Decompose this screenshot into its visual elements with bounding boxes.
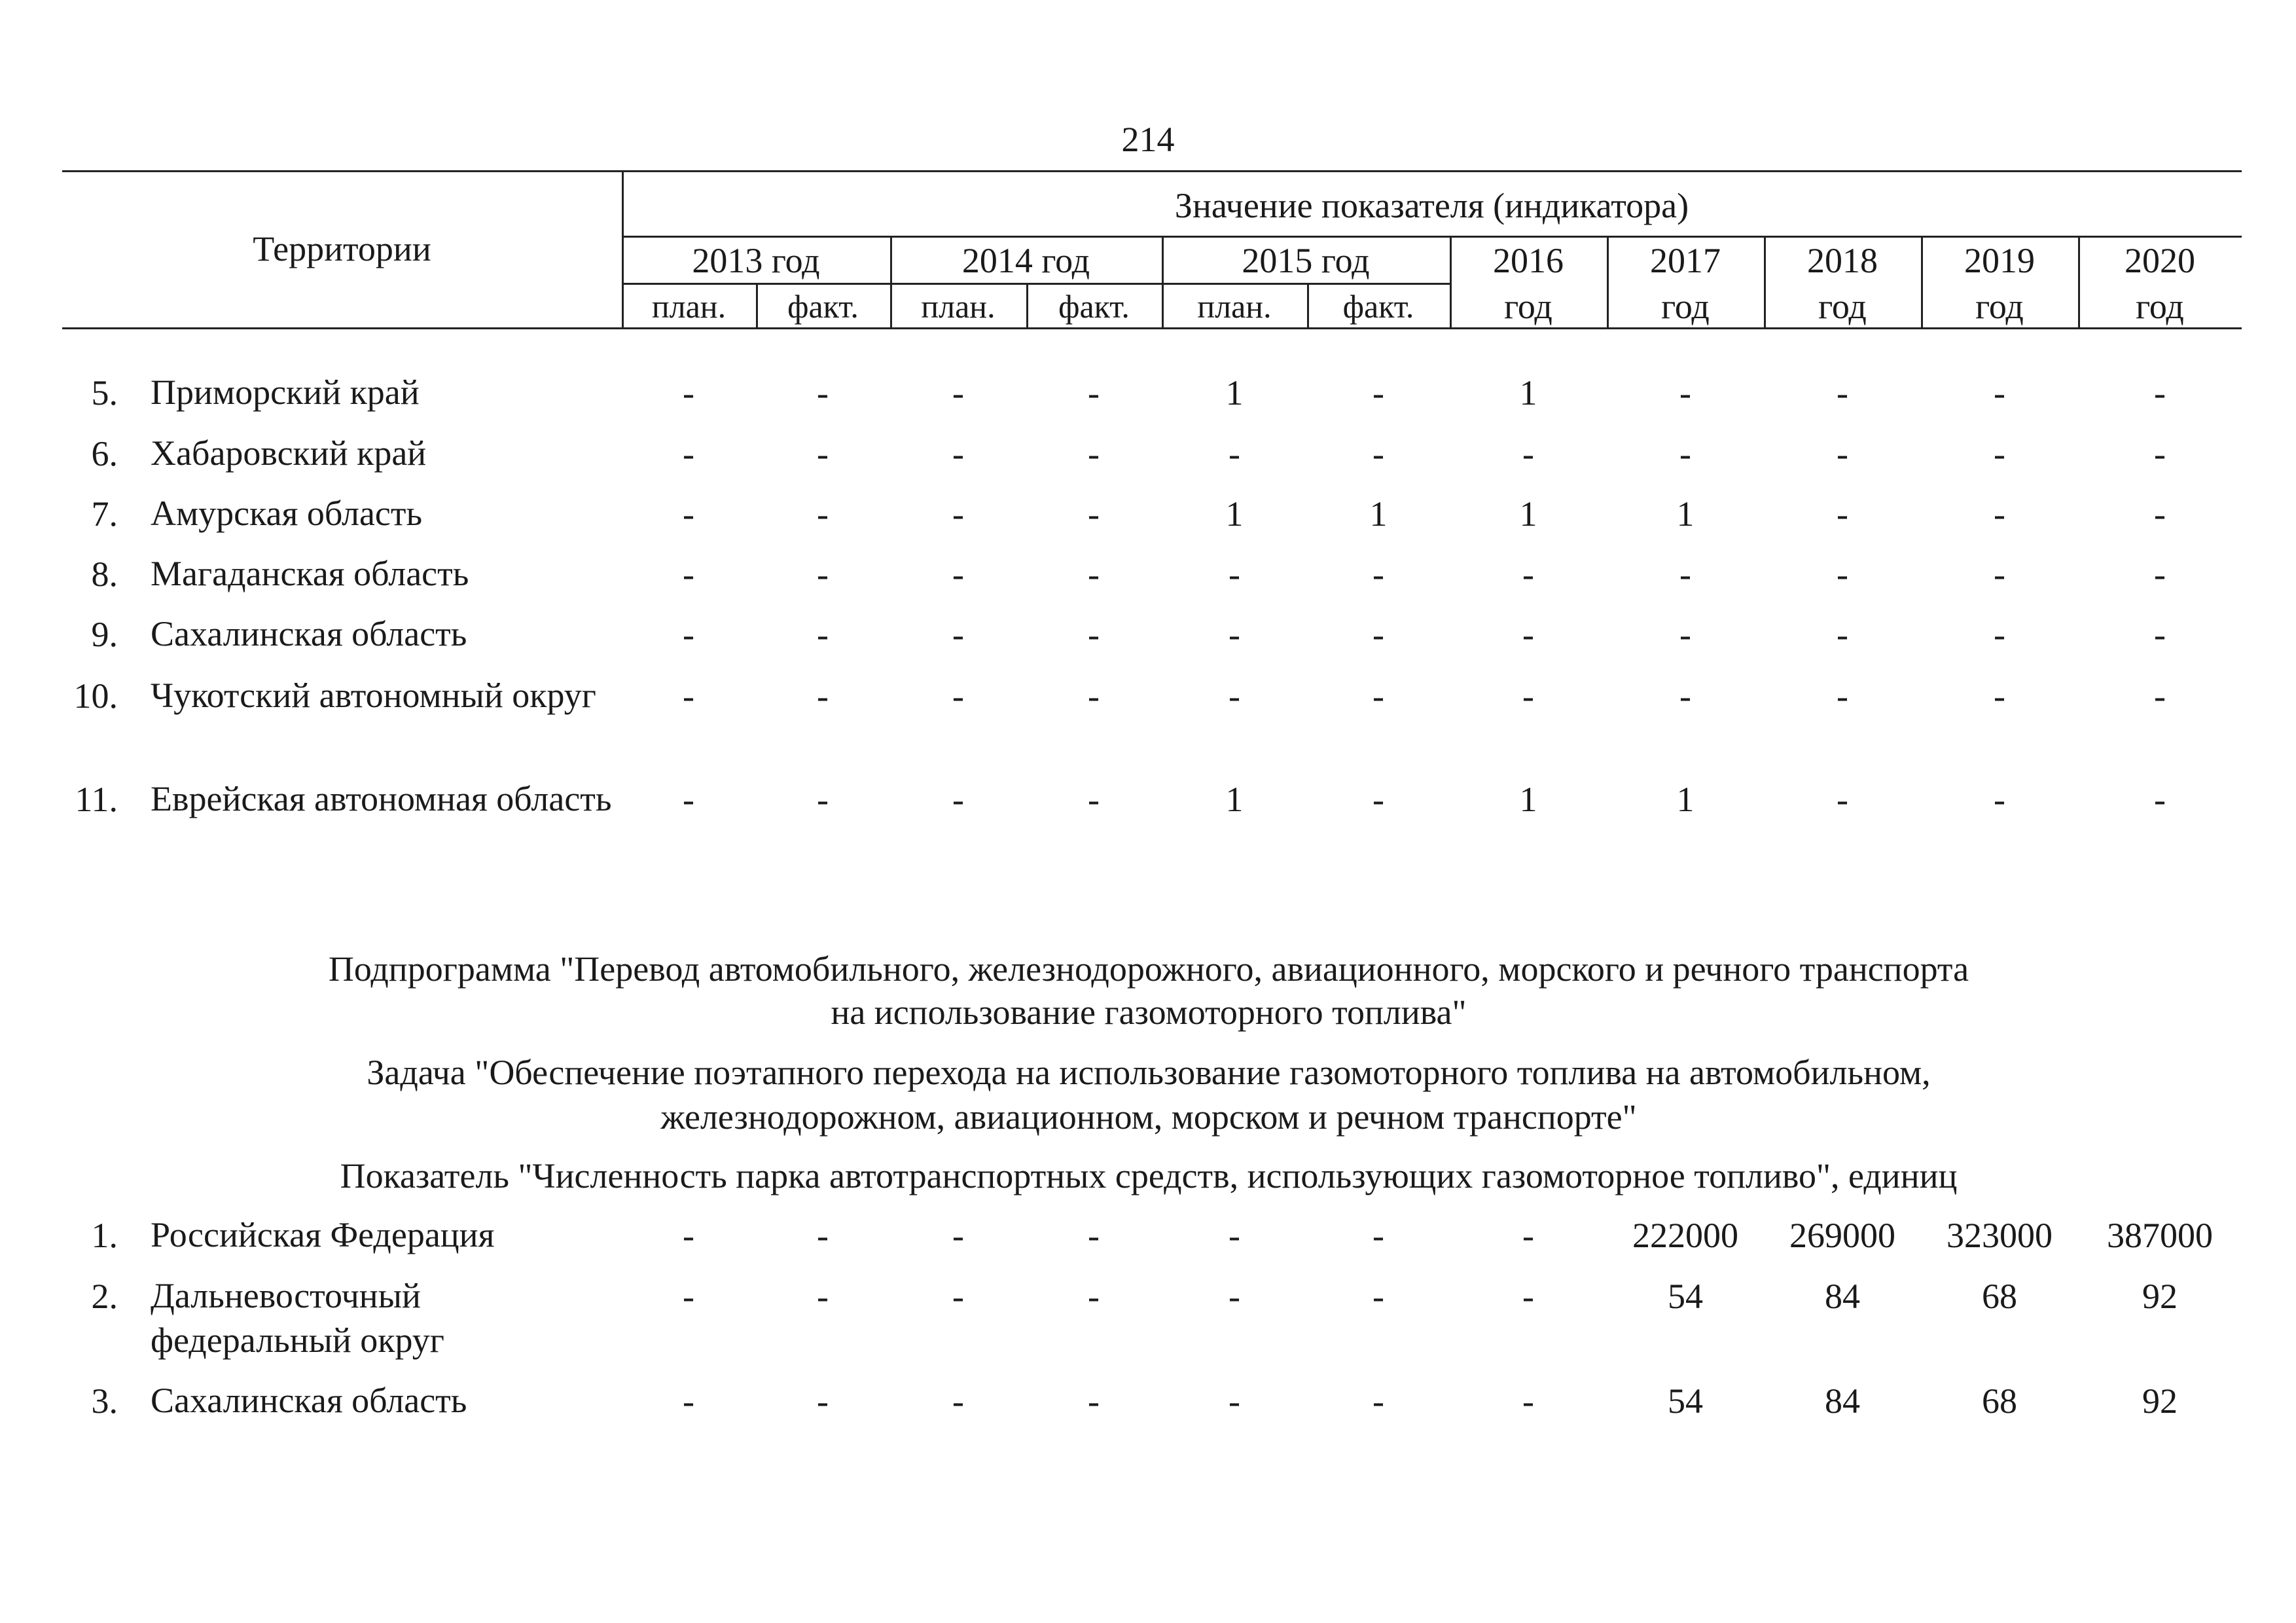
header-god-2020: год [2136,287,2184,326]
territory-name: Амурская область [151,494,423,533]
table-cell: - [1837,780,1848,819]
header-rule-indicator [622,236,2242,238]
table-cell: - [1229,1277,1240,1316]
row-number: 11. [75,780,118,819]
table-cell: - [1522,1216,1534,1255]
table-cell: - [1372,780,1384,819]
table-cell: - [1837,676,1848,716]
header-year-2013: 2013 год [692,241,820,280]
table-cell: - [1522,555,1534,594]
table-cell: - [1994,494,2005,534]
table-cell: - [1372,615,1384,654]
table-cell: - [2154,494,2166,534]
table-cell: - [2154,676,2166,716]
territory-name: Еврейская автономная область [151,779,612,818]
task-title-line1: Задача "Обеспечение поэтапного перехода на использование газомоторного топлива на автомобильном, [367,1053,1931,1092]
table-cell: 269000 [1789,1216,1895,1255]
subprogram-title-line2: на использование газомоторного топлива" [831,993,1467,1032]
header-2014-fact: факт. [1058,288,1130,325]
table-cell: 68 [1982,1277,2017,1316]
table-cell: - [1088,434,1100,473]
header-year-2015: 2015 год [1242,241,1370,280]
table-cell: - [2154,434,2166,473]
table-cell: - [1088,615,1100,654]
table-cell: - [683,1216,694,1255]
table-cell: - [1372,1216,1384,1255]
table-cell: 323000 [1946,1216,2053,1255]
header-year-2017: 2017 [1650,241,1721,280]
table-cell: 54 [1668,1381,1703,1421]
table-cell: - [2154,780,2166,819]
table-cell: - [1837,373,1848,412]
table-cell: - [1088,1216,1100,1255]
page-number: 214 [1121,120,1175,159]
header-god-2019: год [1975,287,2024,326]
header-top-rule [62,170,2242,172]
table-cell: - [1088,780,1100,819]
table-cell: - [817,373,829,412]
table-cell: - [817,676,829,716]
header-year-2019: 2019 [1964,241,2035,280]
header-year-2016: 2016 [1493,241,1564,280]
table-cell: - [952,676,964,716]
table-cell: - [952,1216,964,1255]
table-cell: - [1994,615,2005,654]
table-cell: - [1372,555,1384,594]
table-cell: - [952,615,964,654]
table-cell: - [1679,434,1691,473]
table-cell: - [1522,615,1534,654]
row-number: 9. [91,615,118,654]
table-cell: 1 [1519,373,1537,412]
row-number: 8. [91,555,118,594]
table-cell: - [1229,1381,1240,1421]
table-cell: - [1994,434,2005,473]
row-number: 5. [91,373,118,412]
row-number: 10. [73,676,118,716]
table-cell: - [952,555,964,594]
table-cell: 1 [1519,494,1537,534]
territory-name: Чукотский автономный округ [151,676,596,715]
table-cell: - [2154,373,2166,412]
table-cell: - [817,434,829,473]
table-cell: - [952,373,964,412]
table-cell: - [1088,676,1100,716]
table-cell: - [1994,676,2005,716]
table-cell: - [817,494,829,534]
table-cell: - [1837,555,1848,594]
table-cell: - [1994,373,2005,412]
header-rule-years [622,283,1450,285]
territory-name: Приморский край [151,373,420,412]
table-cell: - [1372,676,1384,716]
table-cell: - [1088,1381,1100,1421]
table-cell: - [1372,434,1384,473]
header-territories: Территории [253,229,431,268]
table-cell: - [817,1277,829,1316]
row-number: 1. [91,1216,118,1255]
table-cell: - [1229,555,1240,594]
table-cell: 1 [1225,373,1244,412]
table-cell: - [952,494,964,534]
table-cell: - [1522,1277,1534,1316]
table-cell: - [1372,373,1384,412]
table-cell: - [1994,555,2005,594]
table-cell: - [1229,1216,1240,1255]
table-cell: 1 [1225,780,1244,819]
table-cell: - [1372,1277,1384,1316]
table-cell: - [1994,780,2005,819]
table-cell: - [817,615,829,654]
table-cell: - [1679,555,1691,594]
table-cell: - [1522,434,1534,473]
table-cell: 68 [1982,1381,2017,1421]
table-cell: 1 [1519,780,1537,819]
indicator-title: Показатель "Численность парка автотранспортных средств, использующих газомоторное топливо", единиц [340,1156,1958,1195]
subprogram-title-line1: Подпрограмма "Перевод автомобильного, железнодорожного, авиационного, морского и речного транспорта [328,949,1969,989]
row-number: 3. [91,1381,118,1421]
table-cell: - [1372,1381,1384,1421]
territory-name: Сахалинская область [151,1381,467,1420]
territory-name: Дальневосточный федеральный округ [151,1276,444,1360]
header-god-2018: год [1818,287,1867,326]
table-cell: 92 [2142,1381,2178,1421]
territory-name: Сахалинская область [151,614,467,653]
row-number: 6. [91,434,118,473]
table-cell: 84 [1825,1277,1860,1316]
table-cell: - [1088,373,1100,412]
header-year-2014: 2014 год [961,241,1090,280]
row-number: 7. [91,494,118,534]
territory-name: Российская Федерация [151,1215,495,1254]
header-2014-plan: план. [921,288,996,325]
table-cell: - [1837,494,1848,534]
table-cell: 1 [1676,494,1695,534]
header-2013-plan: план. [651,288,726,325]
table-cell: - [952,1381,964,1421]
table-cell: - [683,615,694,654]
table-cell: - [1679,615,1691,654]
table-cell: - [1088,494,1100,534]
table-cell: - [1679,373,1691,412]
table-cell: - [817,555,829,594]
header-2015-fact: факт. [1342,288,1414,325]
table-cell: - [683,434,694,473]
table-cell: - [1229,615,1240,654]
header-god-2017: год [1661,287,1710,326]
table-cell: - [683,1277,694,1316]
table-cell: 92 [2142,1277,2178,1316]
table-cell: - [817,1216,829,1255]
table-cell: - [1679,676,1691,716]
table-cell: - [1522,1381,1534,1421]
table-cell: 222000 [1632,1216,1738,1255]
table-cell: - [683,555,694,594]
table-cell: - [683,373,694,412]
table-cell: - [683,494,694,534]
table-cell: 1 [1369,494,1388,534]
header-2013-fact: факт. [787,288,859,325]
territory-name: Магаданская область [151,554,469,593]
table-cell: - [817,1381,829,1421]
table-cell: - [2154,615,2166,654]
table-cell: 84 [1825,1381,1860,1421]
table-cell: - [1229,434,1240,473]
table-cell: - [1837,434,1848,473]
table-cell: - [1837,615,1848,654]
table-cell: - [952,780,964,819]
table-cell: - [817,780,829,819]
task-title-line2: железнодорожном, авиационном, морском и речном транспорте" [660,1097,1637,1137]
table-cell: - [1088,1277,1100,1316]
table-cell: 54 [1668,1277,1703,1316]
table-cell: - [952,1277,964,1316]
header-god-2016: год [1504,287,1552,326]
territory-name: Хабаровский край [151,433,427,473]
header-2015-plan: план. [1197,288,1272,325]
table-cell: - [683,676,694,716]
header-bottom-rule [62,327,2242,329]
row-number: 2. [91,1277,118,1316]
header-year-2020: 2020 [2125,241,2195,280]
table-cell: - [1522,676,1534,716]
header-year-2018: 2018 [1807,241,1878,280]
table-cell: - [952,434,964,473]
table-cell: - [683,1381,694,1421]
table-cell: - [1088,555,1100,594]
table-cell: - [1229,676,1240,716]
table-cell: 1 [1676,780,1695,819]
table-cell: 1 [1225,494,1244,534]
table-cell: 387000 [2107,1216,2213,1255]
table-cell: - [683,780,694,819]
header-indicator-value: Значение показателя (индикатора) [1174,186,1689,225]
table-cell: - [2154,555,2166,594]
